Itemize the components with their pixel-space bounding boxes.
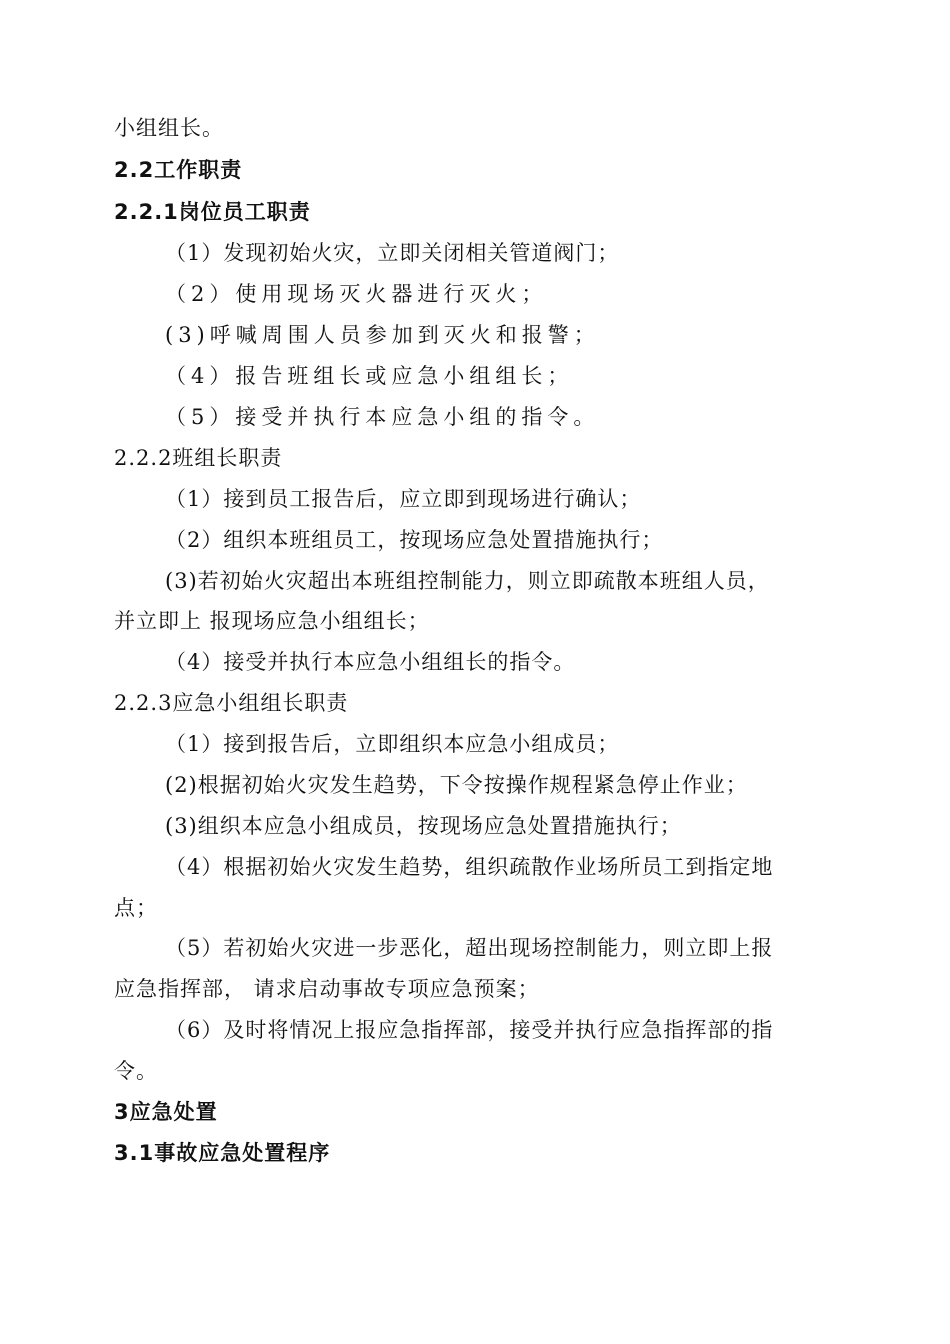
text-line: 并立即上 报现场应急小组组长； (114, 609, 430, 633)
text-line: 应急指挥部， 请求启动事故专项应急预案； (114, 977, 540, 1001)
list-item: （1）发现初始火灾，立即关闭相关管道阀门； (165, 241, 620, 265)
list-item: （2）使用现场灭火器进行灭火； (165, 282, 548, 306)
section-heading: 2.2工作职责 (114, 158, 243, 182)
subsection-heading: 2.2.1岗位员工职责 (114, 200, 311, 224)
text-line: 小组组长。 (114, 116, 224, 140)
list-item: (3)呼喊周围人员参加到灭火和报警； (165, 323, 600, 347)
list-item: (3)组织本应急小组成员，按现场应急处置措施执行； (165, 814, 682, 838)
subsection-heading: 2.2.2班组长职责 (114, 446, 283, 470)
subsection-heading: 3.1事故应急处置程序 (114, 1141, 331, 1165)
text-line: 点； (114, 896, 158, 920)
section-heading: 3应急处置 (114, 1100, 218, 1124)
list-item: (3)若初始火灾超出本班组控制能力，则立即疏散本班组人员， (165, 569, 770, 593)
subsection-heading: 2.2.3应急小组组长职责 (114, 691, 349, 715)
list-item: （1）接到报告后，立即组织本应急小组成员； (165, 732, 620, 756)
list-item: （2）组织本班组员工，按现场应急处置措施执行； (165, 528, 664, 552)
text-line: 令。 (114, 1059, 158, 1083)
list-item: (2)根据初始火灾发生趋势，下令按操作规程紧急停止作业； (165, 773, 748, 797)
list-item: （5）接受并执行本应急小组的指令。 (165, 405, 600, 429)
list-item: （6）及时将情况上报应急指挥部，接受并执行应急指挥部的指 (165, 1018, 774, 1042)
list-item: （4）报告班组长或应急小组组长； (165, 364, 574, 388)
list-item: （1）接到员工报告后，应立即到现场进行确认； (165, 487, 642, 511)
list-item: （4）根据初始火灾发生趋势，组织疏散作业场所员工到指定地 (165, 855, 774, 879)
list-item: （4）接受并执行本应急小组组长的指令。 (165, 650, 576, 674)
list-item: （5）若初始火灾进一步恶化，超出现场控制能力，则立即上报 (165, 936, 774, 960)
